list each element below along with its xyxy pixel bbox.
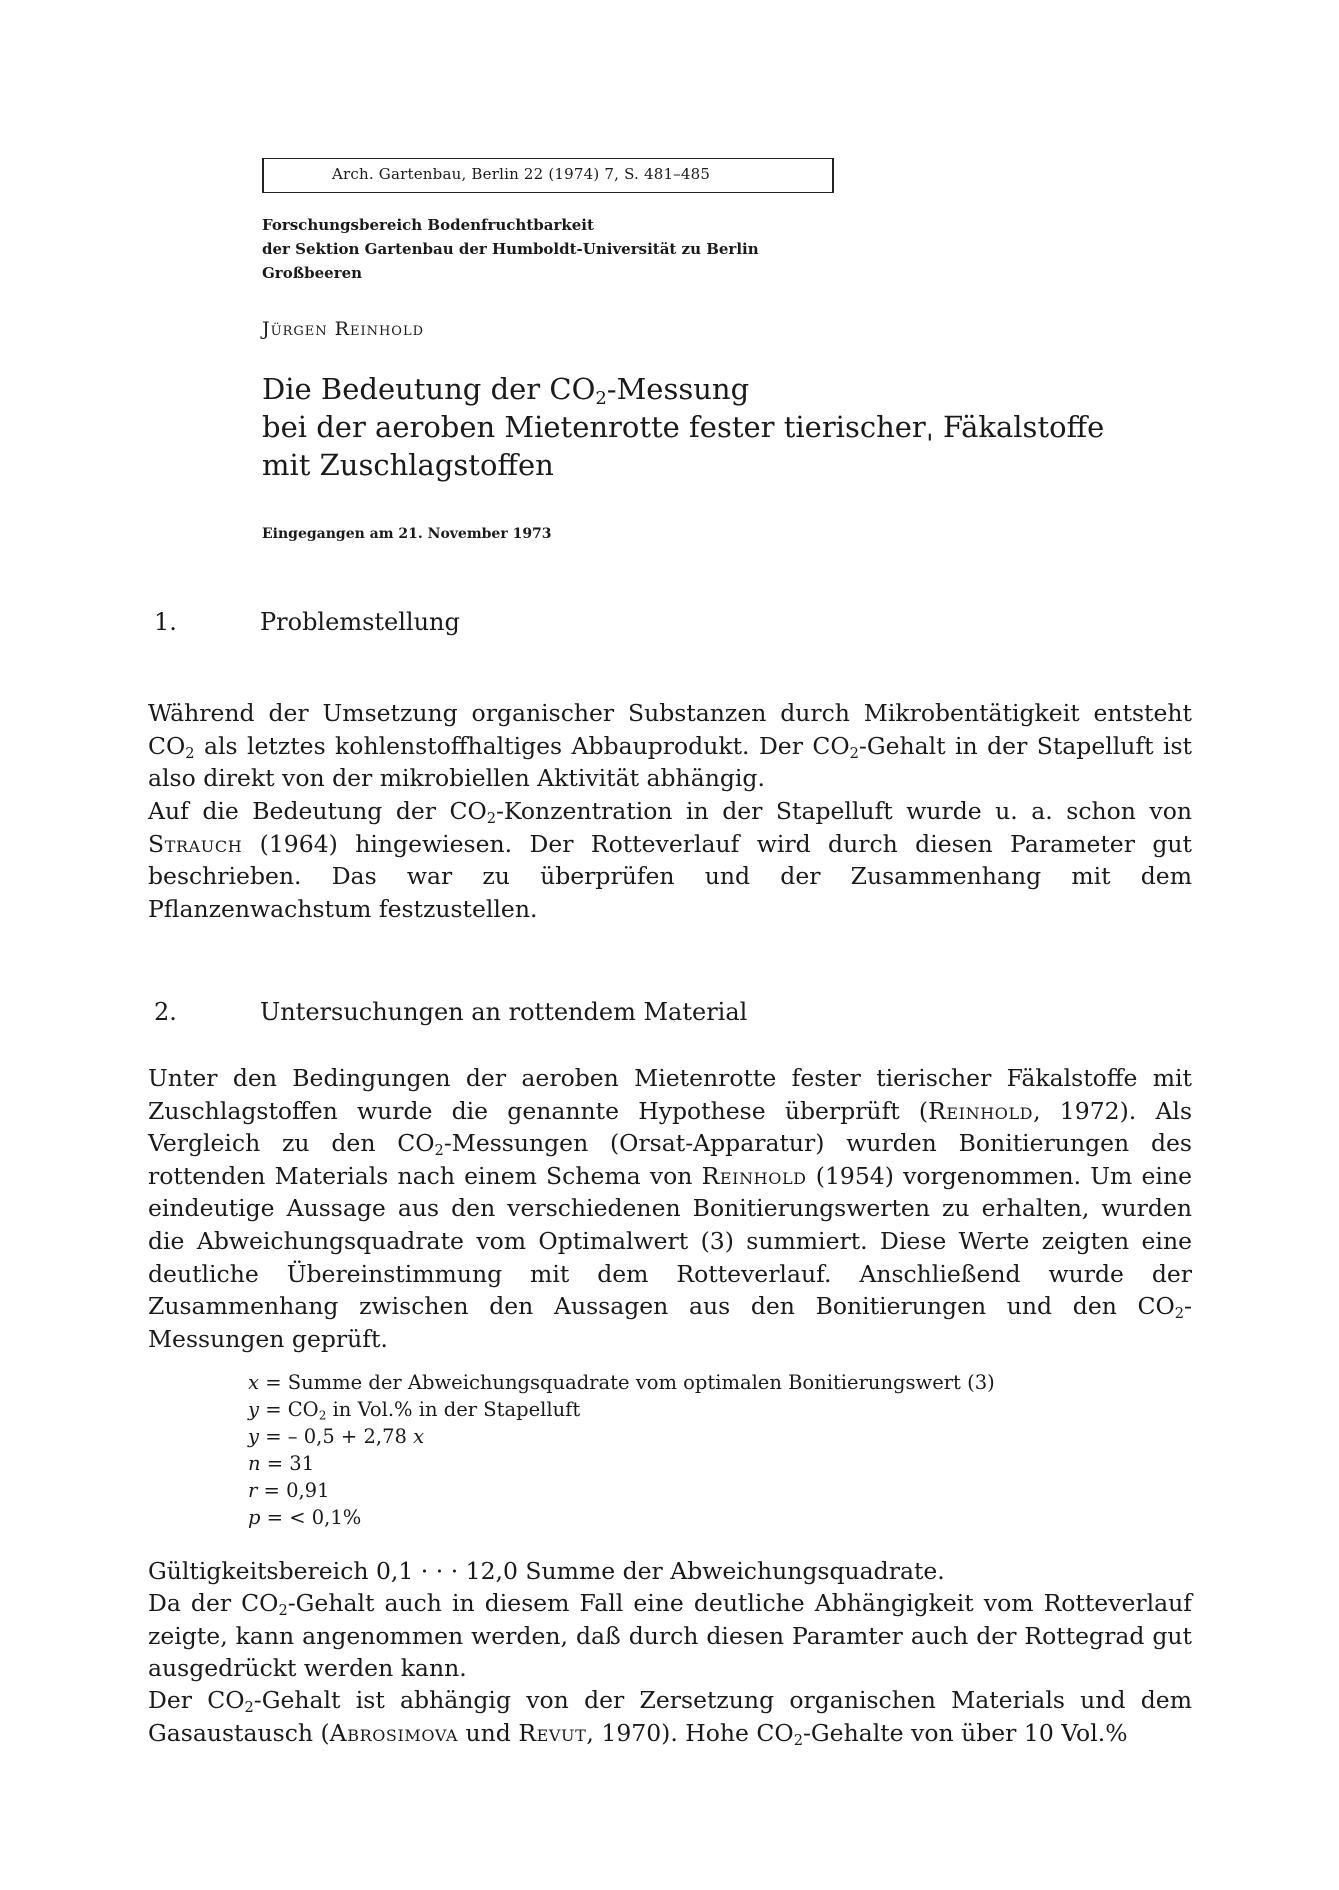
- title-subscript: 2: [595, 388, 607, 410]
- text: Unter den Bedingungen der aeroben Mietenrotte fester tierischer Fäkalstoffe mit Zuschlagstoffen wurde die genannte Hypothese überprüft (: [148, 1064, 1192, 1125]
- subscript: 2: [434, 1142, 444, 1160]
- subscript: 2: [486, 810, 497, 828]
- variable: y: [248, 1398, 260, 1421]
- cited-author: Revut: [518, 1718, 587, 1747]
- formula-regression: [248, 1425, 424, 1448]
- cited-author: Strauch: [148, 829, 243, 858]
- text: und: [458, 1718, 519, 1747]
- paragraph-4: Gültigkeitsbereich 0,1 · · · 12,0 Summe der Abweichungsquadrate.: [148, 1557, 945, 1585]
- paper-title-line-1: [262, 372, 750, 410]
- paper-title-line-2: bei der aeroben Mietenrotte fester tierischerˌ Fäkalstoffe: [262, 410, 1105, 444]
- text: -Gehalt auch in diesem Fall eine deutliche Abhängigkeit vom Rotteverlauf zeigte, kann angenommen werden, daß durch diesen Paramter auch der Rottegrad gut ausgedrückt werden kann.: [148, 1589, 1192, 1683]
- author-name: Jürgen Reinhold: [262, 318, 425, 340]
- section-2-title: Untersuchungen an rottendem Material: [260, 998, 748, 1026]
- paragraph-1: [148, 697, 1192, 795]
- text: -Konzentration in der Stapelluft wurde u. a. schon von: [496, 797, 1192, 825]
- cited-author: Reinhold: [701, 1161, 807, 1190]
- title-text: Die Bedeutung der CO: [262, 372, 596, 406]
- section-1-number: 1.: [154, 608, 177, 636]
- text: -Gehalte von über 10 Vol.%: [802, 1718, 1128, 1747]
- formula-x: [248, 1371, 995, 1394]
- title-text: -Messung: [606, 372, 750, 406]
- formula-text: = 0,91: [257, 1479, 330, 1502]
- formula-n: [248, 1452, 314, 1475]
- text: (1964) hingewiesen. Der Rotteverlauf wird durch diesen Parameter gut beschrieben. Das war zu überprüfen und der Zusammenhang mit dem Pflanzenwachstum festzustellen.: [148, 829, 1192, 923]
- text: -Gehalt in der Stapelluft ist also direkt von der mikrobiellen Aktivität abhängig.: [148, 731, 1192, 793]
- subscript: 2: [849, 744, 859, 762]
- institution-line-1: Forschungsbereich Bodenfruchtbarkeit: [262, 216, 594, 234]
- variable: x: [413, 1425, 425, 1448]
- text: -Messungen (Orsat-Apparatur) wurden Bonitierungen des rottenden Materials nach einem Schema von: [148, 1129, 1192, 1190]
- journal-reference: Arch. Gartenbau, Berlin 22 (1974) 7, S. 481–485: [332, 165, 711, 183]
- paragraph-6: [148, 1684, 1192, 1749]
- variable: p: [248, 1506, 261, 1529]
- formula-text: = – 0,5 + 2,78: [259, 1425, 414, 1448]
- subscript: 2: [318, 1408, 327, 1423]
- formula-r: [248, 1479, 329, 1502]
- received-date: Eingegangen am 21. November 1973: [262, 526, 552, 542]
- text: -Gehalt ist abhängig von der Zersetzung organischen Materials und dem Gasaustausch (: [148, 1686, 1192, 1747]
- text: Auf die Bedeutung der CO: [148, 797, 487, 825]
- subscript: 2: [185, 744, 195, 762]
- variable: y: [248, 1425, 260, 1448]
- variable: n: [248, 1452, 261, 1475]
- paper-title-line-3: mit Zuschlagstoffen: [262, 448, 554, 482]
- formula-y-definition: [248, 1398, 580, 1421]
- subscript: 2: [793, 1731, 803, 1749]
- formula-text: = Summe der Abweichungsquadrate vom optimalen Bonitierungswert (3): [259, 1371, 995, 1394]
- cited-author: Reinhold: [928, 1096, 1034, 1125]
- paragraph-3: [148, 1062, 1192, 1355]
- section-2-number: 2.: [154, 998, 177, 1026]
- text: (1954) vorgenommen. Um eine eindeutige Aussage aus den verschiedenen Bonitierungswerten zu erhalten, wurden die Abweichungsquadrate vom Optimalwert (3) summiert. Diese Werte zeigten eine deutliche Übereinstimmung mit dem Rotteverlauf. Anschließend wurde der Zusammenhang zwischen den Aussagen aus den Bonitierungen und den CO: [148, 1161, 1192, 1321]
- section-1-title: Problemstellung: [260, 608, 460, 636]
- text: als letztes kohlenstoffhaltiges Abbauprodukt. Der CO: [194, 731, 850, 760]
- subscript: 2: [1174, 1305, 1185, 1323]
- variable: r: [248, 1479, 258, 1502]
- formula-text: = < 0,1%: [260, 1506, 362, 1529]
- paragraph-2: [148, 795, 1192, 925]
- institution-line-3: Großbeeren: [262, 264, 363, 282]
- text: , 1970). Hohe CO: [586, 1718, 794, 1747]
- text: Da der CO: [148, 1589, 279, 1617]
- subscript: 2: [244, 1699, 254, 1717]
- paragraph-5: [148, 1587, 1192, 1685]
- cited-author: Abrosimova: [329, 1718, 459, 1747]
- formula-text: = CO: [259, 1398, 319, 1421]
- text: Während der Umsetzung organischer Substanzen durch Mikrobentätigkeit entsteht CO: [148, 699, 1192, 760]
- formula-text: = 31: [260, 1452, 315, 1475]
- variable: x: [248, 1371, 259, 1394]
- institution-line-2: der Sektion Gartenbau der Humboldt-Universität zu Berlin: [262, 240, 759, 258]
- text: Der CO: [148, 1686, 245, 1714]
- text: , 1972). Als Vergleich zu den CO: [148, 1096, 1192, 1158]
- subscript: 2: [278, 1602, 288, 1620]
- formula-text: in Vol.% in der Stapelluft: [326, 1398, 581, 1421]
- text: -Messungen geprüft.: [148, 1292, 1192, 1353]
- formula-p: [248, 1506, 361, 1529]
